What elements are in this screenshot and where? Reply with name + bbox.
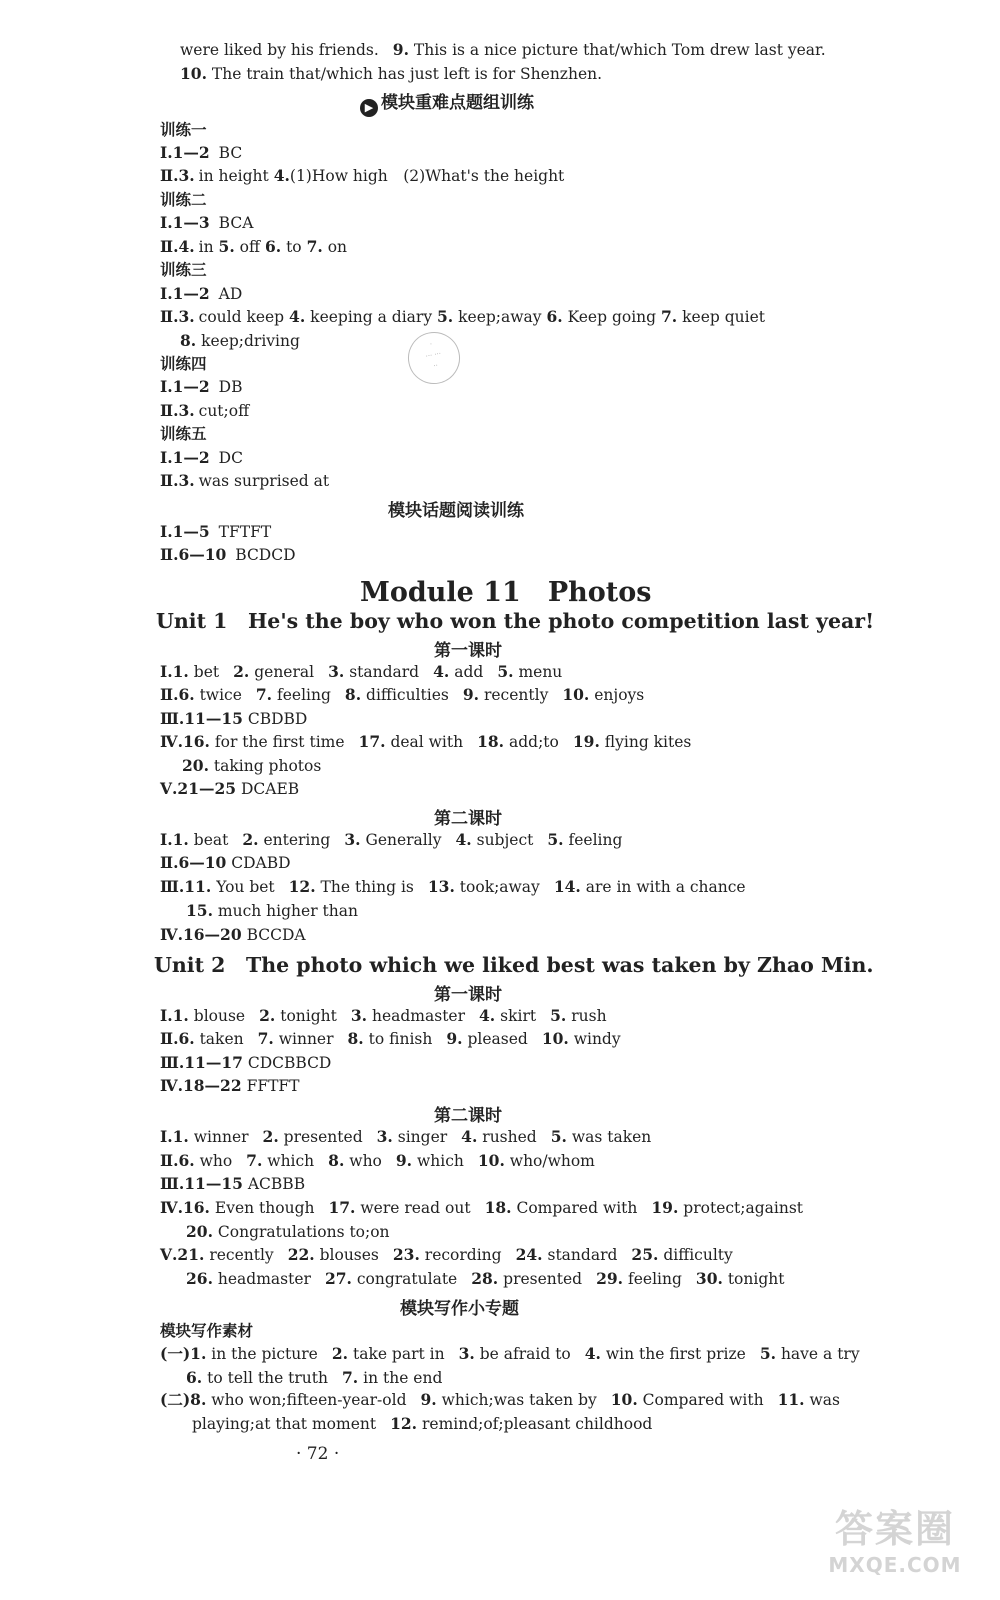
item-number: 2.	[262, 1127, 279, 1146]
item-number: 10.	[610, 1390, 638, 1409]
item-number: 4.	[433, 662, 450, 681]
lesson-title: 第一课时	[434, 985, 502, 1005]
answer-text: taken	[199, 1030, 244, 1048]
item-number: 18.	[477, 732, 505, 751]
drill-heading: 训练五	[160, 424, 207, 443]
answer-text: beat	[193, 831, 229, 849]
answer-text: in the picture	[211, 1345, 318, 1363]
item-number: 9.	[446, 1029, 463, 1048]
section-title: 模块写作小专题	[400, 1299, 519, 1319]
answer-text: windy	[573, 1030, 621, 1048]
answer-text: skirt	[500, 1007, 537, 1025]
answer-line	[160, 732, 691, 752]
answer-line	[160, 709, 307, 729]
page-number: · 72 ·	[296, 1444, 340, 1464]
item-number: 3.	[376, 1127, 393, 1146]
item-number: 14.	[553, 877, 581, 896]
item-number: 20.	[186, 1222, 213, 1241]
answer-text: who	[199, 1152, 233, 1170]
item-number: 2.	[233, 662, 250, 681]
answer-text: rush	[571, 1007, 607, 1025]
drill-heading: 训练二	[160, 190, 207, 209]
item-number: 5.	[550, 1006, 567, 1025]
answer-text: winner	[278, 1030, 334, 1048]
answer-line	[160, 877, 746, 897]
answer-text: who won;fifteen-year-old	[211, 1391, 407, 1409]
answer-line	[160, 853, 291, 873]
answer-text: pleased	[467, 1030, 528, 1048]
answer-text: took;away	[459, 878, 540, 896]
drill-heading: 训练三	[160, 260, 207, 279]
answer-text: Compared with	[516, 1199, 638, 1217]
answer-text: for the first time	[214, 733, 345, 751]
item-number: 3.	[344, 830, 361, 849]
answer-text: tonight	[280, 1007, 337, 1025]
answer-line	[160, 1245, 733, 1265]
item-number: Ⅳ.16.	[160, 1198, 210, 1217]
item-number: 5.	[550, 1127, 567, 1146]
item-number: 26.	[186, 1269, 213, 1288]
answer-text: remind;of;pleasant childhood	[421, 1415, 653, 1433]
subheading: 模块写作素材	[160, 1321, 254, 1340]
answer-text: have a try	[780, 1345, 860, 1363]
answer-text: to finish	[368, 1030, 433, 1048]
item-number: (一)1.	[160, 1344, 207, 1363]
answer-text: standard	[547, 1246, 618, 1264]
item-number: 10.	[562, 685, 590, 704]
section-title: 模块话题阅读训练	[388, 501, 524, 521]
answer-line	[160, 1390, 840, 1410]
item-number: 17.	[328, 1198, 356, 1217]
answer-text: deal with	[390, 733, 464, 751]
answer-text: CBDBD	[247, 710, 308, 728]
item-number: 7.	[255, 685, 273, 704]
answer-text: ACBBB	[247, 1175, 306, 1193]
answer-text: protect;against	[683, 1199, 804, 1217]
answer-line	[160, 1006, 607, 1026]
answer-line: 8. keep;driving	[180, 331, 300, 350]
answer-text: recording	[424, 1246, 502, 1264]
unit-title: Unit 1 He's the boy who won the photo competition last year!	[156, 609, 875, 633]
item-number: 10.	[541, 1029, 569, 1048]
item-number: 20.	[182, 756, 209, 775]
watermark-logo: 答案圈 MXQE.COM	[828, 1507, 962, 1577]
item-number: Ⅰ.1.	[160, 830, 189, 849]
answer-text: bet	[193, 663, 220, 681]
item-number: 8.	[344, 685, 362, 704]
answer-text: who	[349, 1152, 382, 1170]
answer-line: Ⅱ.3. in height 4.(1)How high (2)What's the height	[160, 166, 565, 185]
answer-line	[160, 779, 299, 799]
answer-text: was	[809, 1391, 840, 1409]
answer-text: win the first prize	[605, 1345, 746, 1363]
answer-text: who/whom	[509, 1152, 595, 1170]
answer-text: Even though	[214, 1199, 315, 1217]
item-number: 4.	[461, 1127, 478, 1146]
answer-text: headmaster	[217, 1270, 311, 1288]
answer-text: playing;at that moment	[192, 1415, 377, 1433]
answer-text: BCCDA	[246, 926, 306, 944]
answer-text: in the end	[363, 1369, 443, 1387]
answer-text: taking photos	[213, 757, 322, 775]
answer-text: add	[454, 663, 484, 681]
item-number: 9.	[395, 1151, 413, 1170]
answer-line: were liked by his friends. 9. This is a nice picture that/which Tom drew last year.	[180, 40, 826, 59]
answer-text: take part in	[352, 1345, 445, 1363]
answer-text: recently	[483, 686, 549, 704]
answer-line: Ⅱ.3. was surprised at	[160, 471, 330, 490]
drill-heading: 训练一	[160, 120, 207, 139]
item-number: 15.	[186, 901, 213, 920]
arrow-right-icon: ▶	[360, 99, 378, 117]
item-number: 25.	[631, 1245, 659, 1264]
answer-text: general	[254, 663, 315, 681]
item-number: 17.	[358, 732, 386, 751]
item-number: 5.	[547, 830, 564, 849]
answer-text: singer	[397, 1128, 448, 1146]
answer-text: tonight	[727, 1270, 785, 1288]
answer-line: Ⅰ.1—5 TFTFT	[160, 522, 272, 541]
item-number: (二)8.	[160, 1390, 207, 1409]
answer-line	[186, 1222, 390, 1242]
answer-text: much higher than	[217, 902, 358, 920]
answer-line	[160, 1029, 621, 1049]
answer-line: Ⅰ.1—2 DB	[160, 377, 243, 396]
answer-text: Generally	[365, 831, 442, 849]
item-number: 8.	[347, 1029, 364, 1048]
answer-line	[186, 901, 358, 921]
answer-line: 10. The train that/which has just left is for Shenzhen.	[180, 64, 603, 83]
answer-text: winner	[193, 1128, 249, 1146]
item-number: Ⅳ.18—22	[160, 1076, 242, 1095]
item-number: 29.	[596, 1269, 624, 1288]
item-number: 30.	[695, 1269, 723, 1288]
item-number: 3.	[350, 1006, 368, 1025]
answer-text: enjoys	[594, 686, 645, 704]
answer-text: add;to	[509, 733, 559, 751]
item-number: Ⅲ.11.	[160, 877, 212, 896]
answer-text: Congratulations to;on	[217, 1223, 390, 1241]
item-number: Ⅳ.16.	[160, 732, 210, 751]
item-number: 7.	[342, 1368, 359, 1387]
answer-line	[160, 1127, 651, 1147]
answer-text: twice	[199, 686, 242, 704]
item-number: Ⅰ.1.	[160, 662, 189, 681]
item-number: 2.	[242, 830, 259, 849]
item-number: Ⅴ.21.	[160, 1245, 205, 1264]
answer-text: be afraid to	[479, 1345, 571, 1363]
answer-text: FFTFT	[246, 1077, 300, 1095]
unit-title: Unit 2 The photo which we liked best was taken by Zhao Min.	[154, 953, 874, 977]
item-number: 9.	[420, 1390, 437, 1409]
answer-line: Ⅱ.6—10 BCDCD	[160, 545, 296, 564]
item-number: 12.	[390, 1414, 418, 1433]
answer-line	[160, 1151, 595, 1171]
answer-text: were read out	[360, 1199, 471, 1217]
answer-text: was taken	[571, 1128, 652, 1146]
item-number: 2.	[331, 1344, 349, 1363]
item-number: 6.	[186, 1368, 203, 1387]
item-number: Ⅳ.16—20	[160, 925, 242, 944]
answer-text: presented	[503, 1270, 583, 1288]
lesson-title: 第二课时	[434, 809, 502, 829]
answer-text: DCAEB	[241, 780, 300, 798]
item-number: Ⅱ.6—10	[160, 853, 227, 872]
item-number: 19.	[651, 1198, 679, 1217]
answer-text: presented	[283, 1128, 363, 1146]
answer-text: congratulate	[356, 1270, 458, 1288]
item-number: 10.	[477, 1151, 505, 1170]
item-number: 8.	[328, 1151, 345, 1170]
section-title: ▶ 模块重难点题组训练	[360, 88, 534, 117]
answer-line	[192, 1414, 652, 1434]
lesson-title: 第二课时	[434, 1106, 502, 1126]
answer-text: difficulty	[663, 1246, 733, 1264]
answer-text: blouse	[193, 1007, 246, 1025]
module-title: Module 11 Photos	[360, 577, 652, 608]
item-number: 27.	[324, 1269, 352, 1288]
answer-line: Ⅱ.3. cut;off	[160, 401, 250, 420]
item-number: 22.	[287, 1245, 315, 1264]
answer-text: blouses	[319, 1246, 379, 1264]
answer-text: menu	[518, 663, 563, 681]
answer-text: Compared with	[642, 1391, 764, 1409]
answer-line	[160, 1198, 803, 1218]
item-number: 5.	[759, 1344, 777, 1363]
item-number: 13.	[427, 877, 455, 896]
answer-text: which;was taken by	[441, 1391, 597, 1409]
answer-text: are in with a chance	[585, 878, 746, 896]
item-number: Ⅰ.1.	[160, 1006, 189, 1025]
answer-text: subject	[476, 831, 534, 849]
stamp-mark: · ··· ··· ··	[403, 327, 465, 389]
answer-line: Ⅰ.1—2 BC	[160, 143, 243, 162]
item-number: 5.	[497, 662, 514, 681]
answer-text: headmaster	[371, 1007, 466, 1025]
answer-line	[160, 662, 562, 682]
item-number: 28.	[471, 1269, 499, 1288]
answer-line: Ⅰ.1—2 DC	[160, 448, 243, 467]
answer-line	[182, 756, 321, 776]
answer-line: Ⅱ.3. could keep 4. keeping a diary 5. keep;away 6. Keep going 7. keep quiet	[160, 307, 765, 326]
item-number: 4.	[584, 1344, 601, 1363]
lesson-title: 第一课时	[434, 641, 502, 661]
answer-line	[186, 1368, 442, 1388]
answer-text: standard	[349, 663, 420, 681]
answer-text: to tell the truth	[207, 1369, 328, 1387]
item-number: 4.	[479, 1006, 496, 1025]
answer-line	[186, 1269, 784, 1289]
item-number: 18.	[484, 1198, 512, 1217]
answer-text: You bet	[216, 878, 275, 896]
answer-text: The thing is	[320, 878, 414, 896]
answer-line	[160, 830, 622, 850]
answer-line	[160, 1053, 331, 1073]
item-number: 2.	[259, 1006, 276, 1025]
item-number: Ⅱ.6.	[160, 1151, 195, 1170]
item-number: 24.	[515, 1245, 543, 1264]
answer-text: which	[417, 1152, 464, 1170]
answer-text: CDABD	[231, 854, 291, 872]
item-number: Ⅴ.21—25	[160, 779, 237, 798]
answer-line	[160, 925, 306, 945]
answer-line	[160, 1344, 860, 1364]
item-number: 9.	[462, 685, 480, 704]
item-number: 11.	[777, 1390, 805, 1409]
item-number: Ⅲ.11—15	[160, 1174, 243, 1193]
item-number: Ⅰ.1.	[160, 1127, 189, 1146]
answer-text: entering	[263, 831, 331, 849]
answer-line	[160, 1174, 305, 1194]
item-number: 7.	[246, 1151, 263, 1170]
item-number: Ⅱ.6.	[160, 1029, 195, 1048]
answer-text: rushed	[482, 1128, 537, 1146]
answer-text: feeling	[277, 686, 331, 704]
item-number: 12.	[288, 877, 316, 896]
answer-line: Ⅰ.1—3 BCA	[160, 213, 254, 232]
answer-text: feeling	[628, 1270, 682, 1288]
item-number: 3.	[458, 1344, 475, 1363]
answer-line: Ⅰ.1—2 AD	[160, 284, 243, 303]
item-number: 19.	[572, 732, 600, 751]
answer-text: feeling	[568, 831, 623, 849]
item-number: Ⅲ.11—17	[160, 1053, 243, 1072]
answer-text: difficulties	[366, 686, 449, 704]
answer-line: Ⅱ.4. in 5. off 6. to 7. on	[160, 237, 348, 256]
drill-heading: 训练四	[160, 354, 207, 373]
item-number: Ⅲ.11—15	[160, 709, 243, 728]
answer-text: which	[267, 1152, 315, 1170]
answer-line	[160, 685, 644, 705]
answer-line	[160, 1076, 300, 1096]
answer-text: recently	[209, 1246, 274, 1264]
answer-text: flying kites	[604, 733, 692, 751]
item-number: Ⅱ.6.	[160, 685, 195, 704]
item-number: 3.	[328, 662, 345, 681]
item-number: 23.	[392, 1245, 420, 1264]
item-number: 4.	[455, 830, 472, 849]
item-number: 7.	[257, 1029, 274, 1048]
answer-text: CDCBBCD	[247, 1054, 332, 1072]
